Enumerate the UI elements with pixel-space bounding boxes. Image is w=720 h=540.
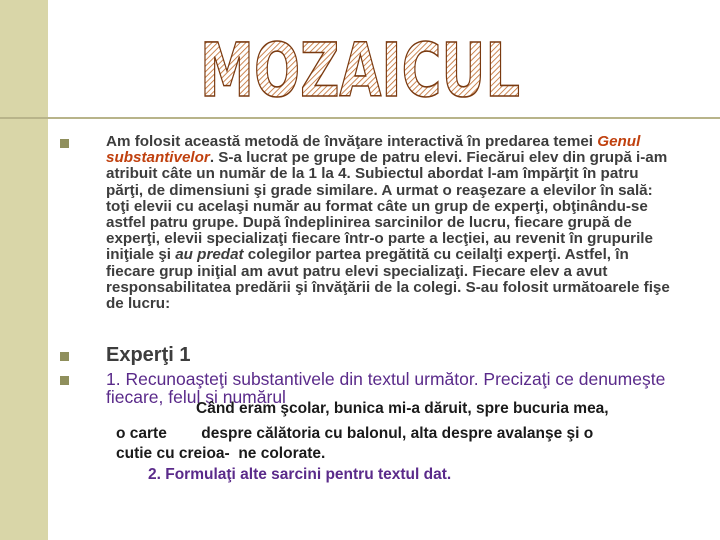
page-title: MOZAICUL xyxy=(200,28,520,114)
experts-heading: Experţi 1 xyxy=(106,344,191,366)
paragraph-topic: Genul substantivelor xyxy=(106,133,641,167)
task-1: 1. Recunoaşteţi substantivele din textul următor. Precizaţi ce denumeşte fiecare, felul şi numărul xyxy=(106,369,666,407)
paragraph-part-3: colegilor partea pregătită cu ceilalţi experţi. Astfel, în fiecare grup iniţial am avut patru elevi specializaţi. Fiecare elev a avut responsabilitatea predării şi învăţării de la colegi. S-au folosit următoarele fişe de lucru: xyxy=(106,246,670,313)
title-svg xyxy=(190,28,530,114)
bullet-1 xyxy=(60,139,69,148)
text-line-2: o carte despre călătoria cu balonul, alta despre avalanşe şi o xyxy=(116,425,594,442)
task-2: 2. Formulaţi alte sarcini pentru textul dat. xyxy=(148,466,452,483)
left-band xyxy=(0,0,48,540)
paragraph-italic: au predat xyxy=(175,246,244,264)
text-line-1: Când eram şcolar, bunica mi-a dăruit, spre bucuria mea, xyxy=(196,400,609,417)
header-divider xyxy=(0,117,720,119)
text-line-3: cutie cu creioa- ne colorate. xyxy=(116,445,326,462)
intro-paragraph xyxy=(106,134,676,312)
bullet-2 xyxy=(60,352,69,361)
paragraph-part-1: Am folosit această metodă de învăţare interactivă în predarea temei xyxy=(106,133,598,150)
title-wordart xyxy=(190,28,530,114)
paragraph-part-2: . S-a lucrat pe grupe de patru elevi. Fiecărui elev din grupă i-am atribuit câte un număr de la 1 la 4. Subiectul abordat l-am împărţit în patru părţi, de dimensiuni şi grade similare. A urmat o reaşezare a elevilor în sală: toţi elevii cu acelaşi număr au format câte un grup de experţi, obţinându-se astfel patru grupe. După îndeplinirea sarcinilor de lucru, fiecare grupă de experţi, elevii specializaţi fiecare într-o parte a lecţiei, au revenit în grupurile iniţiale şi xyxy=(106,149,668,264)
bullet-3 xyxy=(60,376,69,385)
